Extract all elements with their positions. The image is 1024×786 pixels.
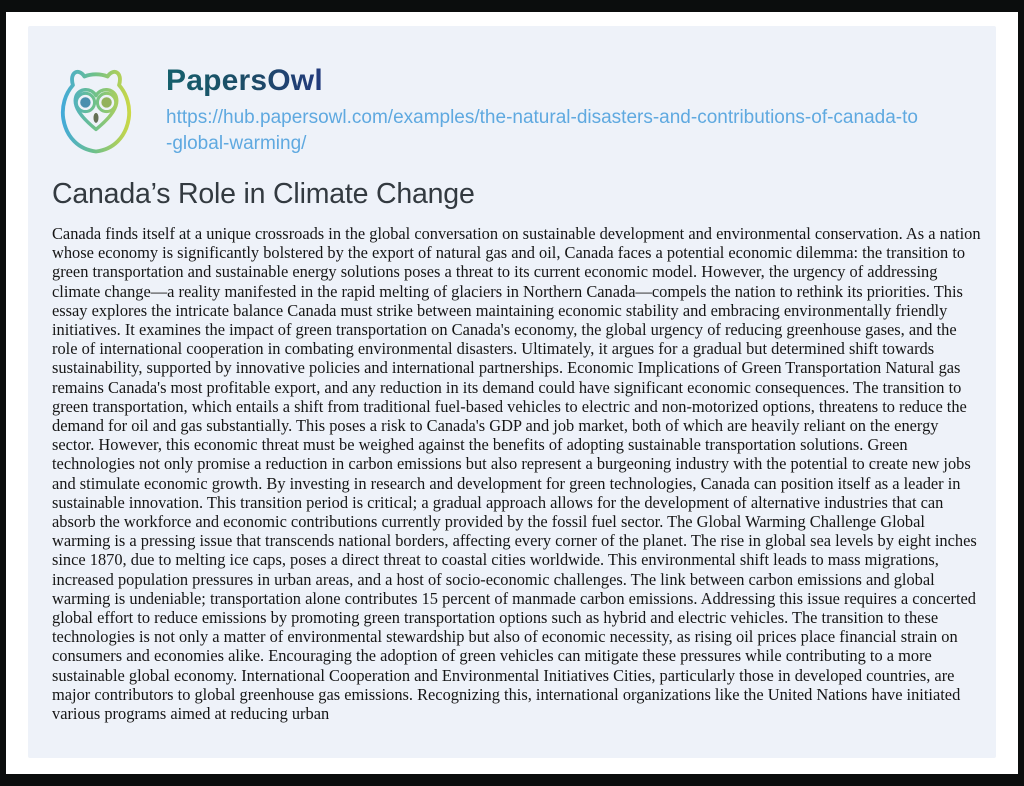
- brand-wordmark: PapersOwl: [166, 64, 323, 97]
- brand-title-block: [166, 62, 924, 157]
- owl-left-eye-pupil: [80, 97, 90, 107]
- article-title: Canada’s Role in Climate Change: [52, 178, 475, 210]
- document-sheet: [6, 12, 1018, 774]
- source-url-link[interactable]: https://hub.papersowl.com/examples/the-natural-disasters-and-contributions-of-canada-to-global-warming/: [166, 107, 918, 154]
- brand-header: [46, 62, 978, 164]
- owl-body-outline: [63, 72, 129, 152]
- owl-beak: [94, 113, 99, 123]
- papersowl-owl-logo-icon: [46, 64, 146, 164]
- content-panel: [28, 26, 996, 758]
- article-body-text: Canada finds itself at a unique crossroads in the global conversation on sustainable development and environmental conservation. As a nation whose economy is significantly bolstered by the export of natural gas and oil, Canada faces a potential economic dilemma: the transition to green transportation and sustainable energy solutions poses a threat to its current economic model. However, the urgency of addressing climate change—a reality manifested in the rapid melting of glaciers in Northern Canada—compels the nation to rethink its priorities. This essay explores the intricate balance Canada must strike between maintaining economic stability and embracing environmentally friendly initiatives. It examines the impact of green transportation on Canada's economy, the global urgency of reducing greenhouse gases, and the role of international cooperation in combating environmental disasters. Ultimately, it argues for a gradual but determined shift towards sustainability, supported by innovative policies and international partnerships. Economic Implications of Green Transportation Natural gas remains Canada's most profitable export, and any reduction in its demand could have significant economic consequences. The transition to green transportation, which entails a shift from traditional fuel-based vehicles to electric and non-motorized options, threatens to reduce the demand for oil and gas substantially. This poses a risk to Canada's GDP and job market, both of which are heavily reliant on the energy sector. However, this economic threat must be weighed against the benefits of adopting sustainable transportation solutions. Green technologies not only promise a reduction in carbon emissions but also represent a burgeoning industry with the potential to create new jobs and stimulate economic growth. By investing in research and development for green technologies, Canada can position itself as a leader in sustainable innovation. This transition period is critical; a gradual approach allows for the development of alternative industries that can absorb the workforce and economic contributions currently provided by the fossil fuel sector. The Global Warming Challenge Global warming is a pressing issue that transcends national borders, affecting every corner of the planet. The rise in global sea levels by eight inches since 1870, due to melting ice caps, poses a direct threat to coastal cities worldwide. This environmental shift leads to mass migrations, increased population pressures in urban areas, and a host of socio-economic challenges. The link between carbon emissions and global warming is undeniable; transportation alone contributes 15 percent of manmade carbon emissions. Addressing this issue requires a concerted global effort to reduce emissions by promoting green transportation options such as hybrid and electric vehicles. The transition to these technologies is not only a matter of environmental stewardship but also of economic necessity, as rising oil prices place financial strain on consumers and economies alike. Encouraging the adoption of green vehicles can mitigate these pressures while contributing to a more sustainable global economy. International Cooperation and Environmental Initiatives Cities, particularly those in developed countries, are major contributors to global greenhouse gas emissions. Recognizing this, international organizations like the United Nations have initiated various programs aimed at reducing urban: [52, 224, 981, 724]
- owl-right-eye-pupil: [101, 97, 111, 107]
